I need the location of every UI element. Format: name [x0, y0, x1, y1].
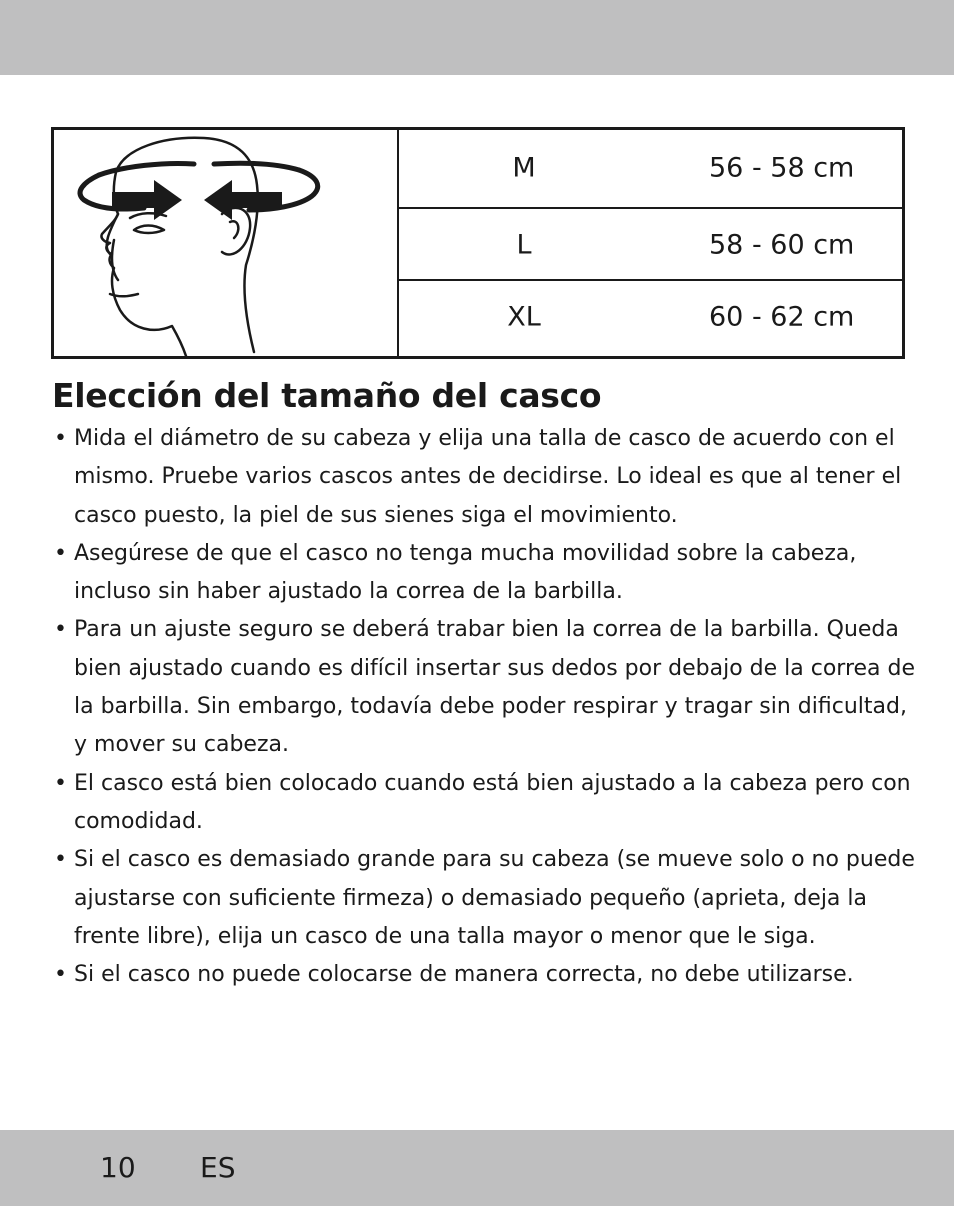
list-item-text: Si el casco es demasiado grande para su cabeza (se mueve solo o no puede ajustarse con suficiente firmeza) o demasiado pequeño (aprieta, deja la frente libre), elija un casco de una talla mayor o menor que le siga. [74, 847, 915, 949]
list-item-text: Asegúrese de que el casco no tenga mucha movilidad sobre la cabeza, incluso sin haber ajustado la correa de la barbilla. [74, 540, 857, 605]
bullet: • [54, 847, 67, 873]
list-item-text: Para un ajuste seguro se deberá trabar bien la correa de la barbilla. Queda bien ajustado cuando es difícil insertar sus dedos por debajo de la correa de la barbilla. Sin embargo, todavía debe poder respirar y tragar sin dificultad, y mover su cabeza. [74, 617, 916, 758]
size-table [51, 127, 905, 359]
bullet: • [54, 770, 67, 796]
page-number: 10 [100, 1151, 136, 1184]
size-row-l [399, 209, 902, 281]
bottom-band [0, 1130, 954, 1206]
list-item-text: Si el casco no puede colocarse de manera correcta, no debe utilizarse. [74, 962, 854, 988]
list-item-text: Mida el diámetro de su cabeza y elija una talla de casco de acuerdo con el mismo. Pruebe varios cascos antes de decidirse. Lo ideal es que al tener el casco puesto, la piel de sus sienes siga el movimiento. [74, 426, 902, 528]
size-row-m [399, 132, 902, 204]
list-item [52, 765, 922, 842]
size-label: XL [507, 301, 541, 333]
size-row-xl [399, 281, 902, 353]
bullet: • [54, 540, 67, 566]
bullet: • [54, 617, 67, 643]
size-range: 60 - 62 cm [709, 301, 855, 333]
bullet: • [54, 426, 67, 451]
list-item-text: El casco está bien colocado cuando está bien ajustado a la cabeza pero con comodidad. [74, 770, 911, 834]
list-item [52, 956, 922, 994]
size-label: M [512, 152, 536, 184]
head-measurement-icon [54, 130, 397, 356]
instruction-list [52, 420, 922, 994]
top-band [0, 0, 954, 75]
size-range: 56 - 58 cm [709, 152, 855, 184]
page-language: ES [200, 1151, 236, 1184]
head-measurement-illustration [54, 130, 399, 356]
list-item [52, 841, 922, 956]
list-item [52, 420, 922, 535]
size-range: 58 - 60 cm [709, 229, 855, 261]
bullet: • [54, 962, 67, 988]
size-label: L [516, 229, 532, 261]
list-item [52, 535, 922, 612]
section-heading: Elección del tamaño del casco [52, 376, 602, 415]
list-item [52, 611, 922, 764]
